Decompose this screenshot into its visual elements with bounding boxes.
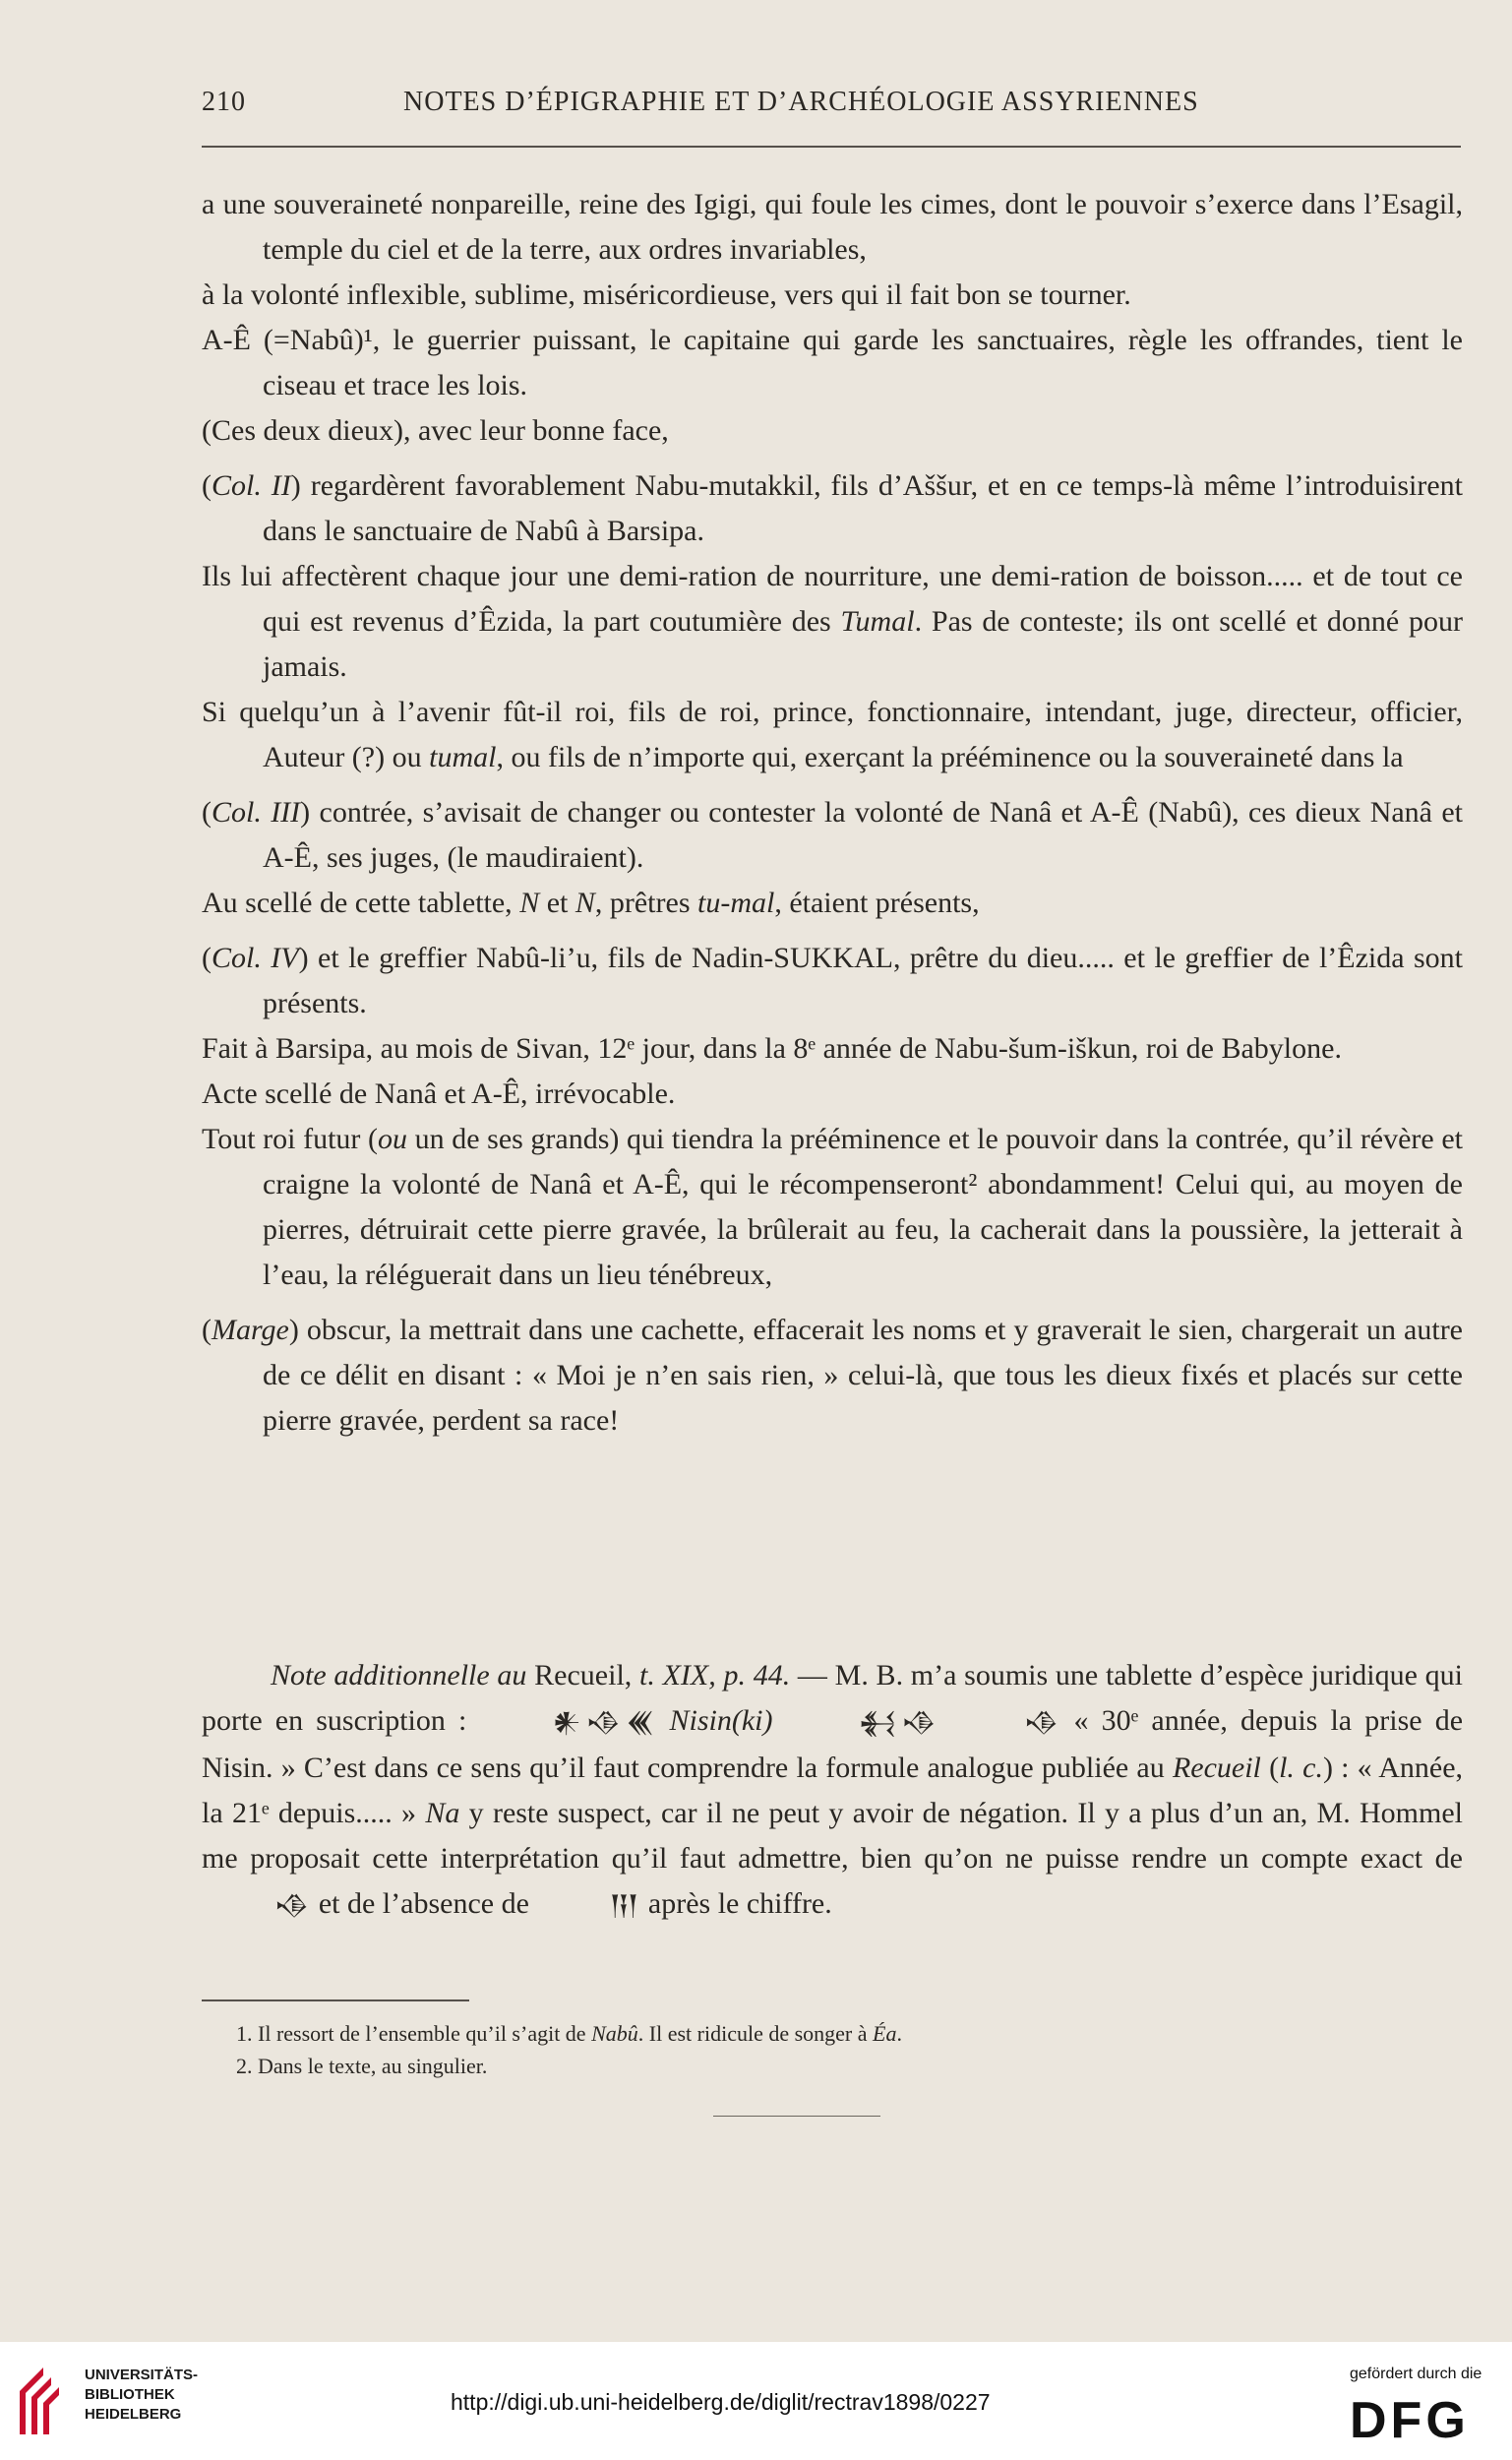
translation-text xyxy=(202,182,1463,1444)
verse: A-Ê (=Nabû)¹, le guerrier puissant, le capitaine qui garde les sanctuaires, règle les offrandes, tient le ciseau et trace les lois. xyxy=(202,324,1463,401)
footnote: 1. Il ressort de l’ensemble qu’il s’agit de Nabû. Il est ridicule de songer à Éa. xyxy=(236,2021,902,2046)
funding-caption: gefördert durch die xyxy=(1350,2366,1482,2382)
digitization-footer xyxy=(0,2342,1512,2460)
verse: Au scellé de cette tablette, N et N, prêtres tu-mal, étaient présents, xyxy=(202,887,980,919)
cuneiform-sign: 𒀀𒁹 xyxy=(609,1889,637,1923)
verse: Tout roi futur (ou un de ses grands) qui tiendra la prééminence et le pouvoir dans la contrée, qu’il révère et craigne la volonté de Nanâ et A-Ê, qui le récompenseront² abondamment! Celui qui, au moyen de pierres, détruirait cette pierre gravée, la brûlerait au feu, la cacherait dans la poussière, la jetterait à l’eau, la réléguerait dans un lieu ténébreux, xyxy=(202,1123,1463,1291)
verse: (Col. III) contrée, s’avisait de changer ou contester la volonté de Nanâ et A-Ê (Nabû), ces dieux Nanâ et A-Ê, ses juges, (le maudiraient). xyxy=(202,796,1463,874)
source-url[interactable]: http://digi.ub.uni-heidelberg.de/diglit/rectrav1898/0227 xyxy=(451,2389,991,2415)
page-number: 210 xyxy=(202,87,246,117)
verse: à la volonté inflexible, sublime, miséricordieuse, vers qui il fait bon se tourner. xyxy=(202,278,1131,311)
library-name: UNIVERSITÄTS- BIBLIOTHEK HEIDELBERG xyxy=(85,2367,199,2423)
header-rule xyxy=(202,146,1461,148)
end-rule xyxy=(713,2116,880,2117)
footnote: 2. Dans le texte, au singulier. xyxy=(236,2054,488,2078)
footnote-rule xyxy=(202,1999,469,2001)
verse: (Marge) obscur, la mettrait dans une cachette, effacerait les noms et y graverait le sien, chargerait un autre de ce délit en disant : « Moi je n’en sais rien, » celui-là, que tous les dieux fixés et placés sur cette pierre gravée, perdent sa race! xyxy=(202,1314,1463,1437)
verse: (Col. IV) et le greffier Nabû-li’u, fils de Nadin-SUKKAL, prêtre du dieu..... et le greffier de l’Êzida sont présents. xyxy=(202,942,1463,1019)
cuneiform-sign: 𒈾 xyxy=(1023,1706,1058,1740)
cuneiform-sign: 𒈬 𒈾 xyxy=(858,1706,935,1740)
verse: Fait à Barsipa, au mois de Sivan, 12ᵉ jour, dans la 8ᵉ année de Nabu-šum-iškun, roi de Babylone. xyxy=(202,1032,1342,1065)
footnotes xyxy=(236,2017,1417,2082)
verse: Ils lui affectèrent chaque jour une demi-ration de nourriture, une demi-ration de boisson..... et de tout ce qui est revenus d’Êzida, la part coutumière des Tumal. Pas de conteste; ils ont scellé et donné pour jamais. xyxy=(202,560,1463,683)
verse: Si quelqu’un à l’avenir fût-il roi, fils de roi, prince, fonctionnaire, intendant, juge, directeur, officier, Auteur (?) ou tumal, ou fils de n’importe qui, exerçant la prééminence ou la souveraineté dans la xyxy=(202,696,1463,773)
additional-note xyxy=(202,1653,1463,1929)
dfg-logo: DFG xyxy=(1350,2392,1470,2449)
library-logo-icon xyxy=(14,2362,92,2440)
verse: a une souveraineté nonpareille, reine des Igigi, qui foule les cimes, dont le pouvoir s’exerce dans l’Esagil, temple du ciel et de la terre, aux ordres invariables, xyxy=(202,188,1463,266)
verse: (Col. II) regardèrent favorablement Nabu-mutakkil, fils d’Aššur, et en ce temps-là même l’introduisirent dans le sanctuaire de Nabû à Barsipa. xyxy=(202,469,1463,547)
cuneiform-sign: 𒈾 xyxy=(274,1889,308,1923)
cuneiform-sign: 𒀭 𒈾 𒌍 xyxy=(552,1706,653,1740)
running-title: NOTES D’ÉPIGRAPHIE ET D’ARCHÉOLOGIE ASSYRIENNES xyxy=(403,87,1199,117)
note-paragraph: Note additionnelle au Recueil, t. XIX, p. 44. — M. B. m’a soumis une tablette d’espèce juridique qui porte en suscription : 𒀭 𒈾 𒌍 Nisin(ki) 𒈬 𒈾 𒈾 « 30ᵉ année, depuis la prise de Nisin. » C’est dans ce sens qu’il faut comprendre la formule analogue publiée au Recueil (l. c.) : « Année, la 21ᵉ depuis..... » Na y reste suspect, car il ne peut y avoir de négation. Il y a plus d’un an, M. Hommel me proposait cette interprétation qu’il faut admettre, bien qu’on ne puisse rendre un compte exact de 𒈾 et de l’absence de 𒀀𒁹 après le chiffre. xyxy=(202,1653,1463,1929)
verse: Acte scellé de Nanâ et A-Ê, irrévocable. xyxy=(202,1077,676,1110)
verse: (Ces deux dieux), avec leur bonne face, xyxy=(202,414,669,447)
